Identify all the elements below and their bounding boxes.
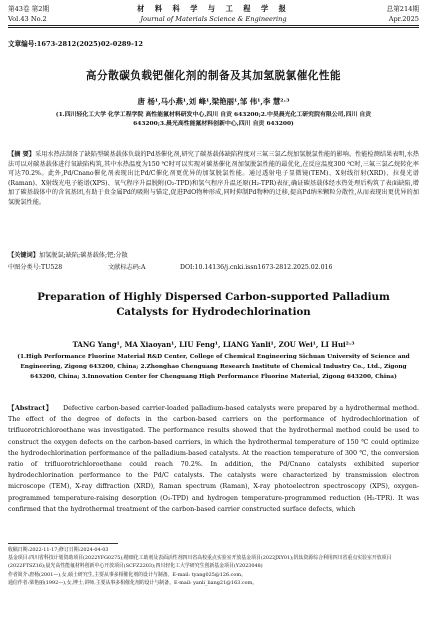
article-number: 文章编号:1673-2812(2025)02-0289-12 <box>8 40 144 48</box>
chinese-abstract-text: 采用水热法制备了缺陷型碳基载体负载的Pd基催化剂,研究了碳基载体缺陷程度对三氟三氯乙烷加氢脱氯性能的影响。性能检测结果表明,水热法可以对碳基载体进行氧缺陷构筑,其中水热温度为150 ℃时可以实现对碳基催化剂加氢脱氯性能的最优化,在反应温度300 ℃时,三氟三氯乙烷转化率可达70.2%。此外,Pd/Cnano催化剂表现出比Pd/C催化剂更优异的加氢脱氯性能。通过透射电子显微镜(TEM)、X射线衍射(XRD)、拉曼光谱(Raman)、X射线光电子能谱(XPS)、氧气程序升温脱附(O₂-TPD)和氢气程序升温还原(H₂-TPR)表征,确证碳基载体经水热处理后构筑了表面缺陷,增加了碳基载体中的含氧基团,有助于贵金属Pd的吸附与锚定,促进PdO物种形成,同时抑制Pd物种的迁移,提高Pd纳米颗粒分散性,从而表现出更优异的加氢脱氯性能。 <box>8 151 419 206</box>
english-title: Preparation of Highly Dispersed Carbon-supported Palladium Catalysts for Hydrodechlorination <box>37 291 390 318</box>
volume-issue-cn: 第43卷 第2期 <box>8 5 50 13</box>
english-abstract <box>8 403 419 515</box>
doi: DOI:10.14136/j.cnki.issn1673-2812.2025.02.016 <box>180 264 333 271</box>
chinese-title: 高分散碳负载钯催化剂的制备及其加氢脱氯催化性能 <box>85 70 342 82</box>
footnote-corresponding: 通信作者:梁艳丽(1992—),女,博士,讲师,主要从事多相催化剂的设计与制备。E-mail: yanli_liang21@163.com。 <box>8 579 258 586</box>
clc-number: 中图分类号:TU528 <box>8 264 63 271</box>
chinese-keywords <box>8 251 419 260</box>
chinese-affiliations: (1.四川轻化工大学 化学工程学院 高性能氟材料研发中心,四川 自贡 643200;2.中昊晨光化工研究院有限公司,四川 自贡 643200;3.晨光高性能氟材料创新中心,四川 自贡 643200) <box>55 111 372 127</box>
chinese-authors: 唐 杨¹,马小燕¹,刘 峰¹,梁艳丽¹,邹 伟¹,李 慧²˒³ <box>137 97 290 106</box>
english-affiliations: (1.High Performance Fluorine Material R&D Center, College of Chemical Engineering Sichuan University of Science and Engineering, Zigong 643200, China; 2.Zhonghao Chenguang Research Institute of Chemical Industry Co., Ltd., Zigong 643200, China; 3.Innovation Center for Chenguang High Performance Fluorine Material, Zigong 643200, China) <box>17 354 410 380</box>
journal-name-en: Journal of Materials Science & Engineering <box>140 15 287 23</box>
footnote-funding: 基金项目:四川省科技计划资助项目(2022YFG0275);精细化工助剂及表面活性剂四川省高校重点实验室开放基金项目(2022JXY01);钒钛资源综合利用四川省重点实验室开放项目(2022FTSZ16);晨光高性能氟材料创新中心开放项目(SCFZ2203);四川轻化工大学研究生创新基金项目(Y2023048) <box>8 555 392 570</box>
footnote-author-bio: 作者简介:唐杨(2001—),女,硕士研究生,主要从事多相催化剂的设计与制备。E-mail: tyang025@126.com。 <box>8 571 246 578</box>
header-rule-top <box>8 25 419 26</box>
issue-date: Apr.2025 <box>388 15 419 23</box>
chinese-keywords-text: 加氢脱氯;缺陷;碳基载体;钯;分散 <box>38 252 128 259</box>
chinese-abstract <box>8 150 419 208</box>
english-abstract-text: Defective carbon-based carrier-loaded palladium-based catalysts were prepared by a hydrothermal method. The effect of the degree of defects in the carbon-based carriers on the performance of hydrodechlorination of trifluorotrichloroethane was investigated. The performance results showed that the hydrothermal method could be used to construct the oxygen defects on the carbon-based carriers, in which the hydrothermal temperature of 150 ℃ could optimize the hydrodechlorination performance of the palladium-based catalysts. At the reaction temperature of 300 ℃, the conversion ratio of trifluorotrichloroethane could reach 70.2%. In addition, the Pd/Cnano catalysts exhibited superior hydrodechlorination performance to the Pd/C catalysts. The catalysts were characterized by transmission electron microscope (TEM), X-ray diffraction (XRD), Raman spectrum (Raman), X-ray photoelectron spectroscopy (XPS), oxygen-programmed temperature-raising desorption (O₂-TPD) and hydrogen temperature-programmed reduction (H₂-TPR). It was confirmed that the hydrothermal treatment of the carbon-based carrier constructed surface defects, which <box>8 404 419 513</box>
footnotes <box>8 546 419 587</box>
journal-name-cn: 材 料 科 学 与 工 程 学 报 <box>137 4 290 13</box>
footnote-received: 收稿日期:2022-11-17;修订日期:2024-04-03 <box>8 547 109 553</box>
english-authors: TANG Yang¹, MA Xiaoyan¹, LIU Feng¹, LIANG Yanli¹, ZOU Wei¹, LI Hui²˒³ <box>72 340 355 349</box>
chinese-abstract-label: 【摘 要】 <box>8 151 35 158</box>
volume-issue-en: Vol.43 No.2 <box>8 15 47 23</box>
total-issue-cn: 总第214期 <box>386 5 419 13</box>
header-rule-bottom <box>8 27 419 28</box>
english-abstract-label: 【Abstract】 <box>8 404 53 412</box>
footnote-rule <box>8 543 118 544</box>
document-code: 文献标志码:A <box>108 264 146 271</box>
chinese-keywords-label: 【关键词】 <box>8 252 39 259</box>
classification-row <box>8 263 419 272</box>
